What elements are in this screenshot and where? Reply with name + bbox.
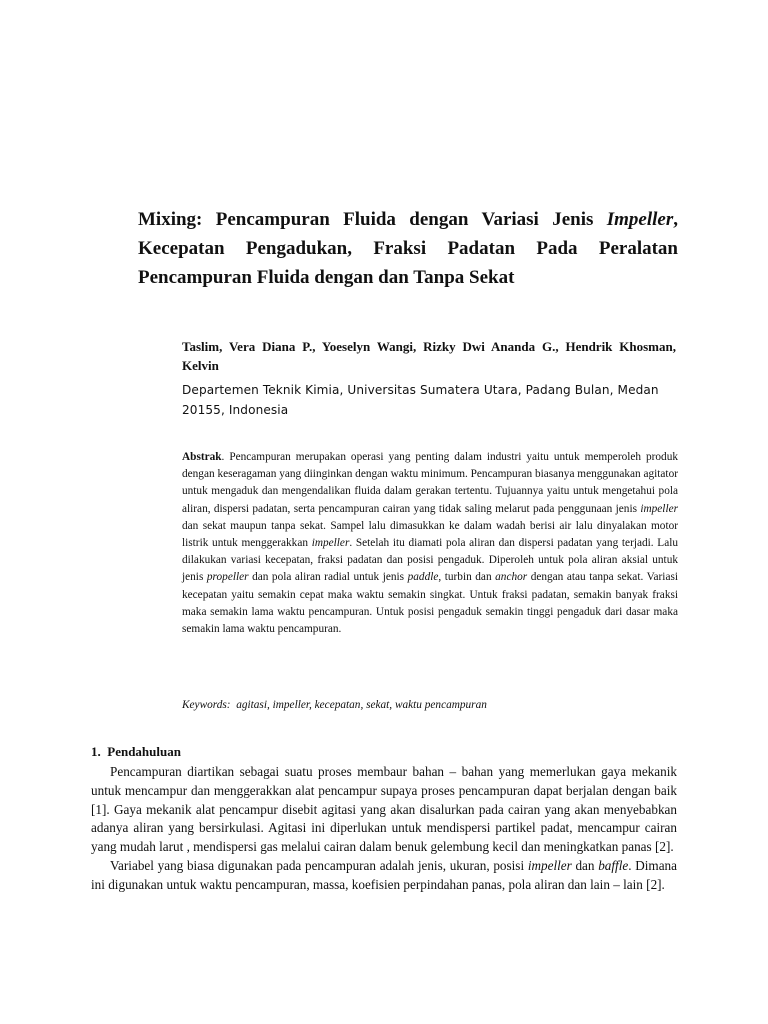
body-italic-term: impeller	[527, 857, 572, 873]
section-body	[91, 763, 677, 895]
keywords-text: agitasi, impeller, kecepatan, sekat, waktu pencampuran	[236, 699, 487, 711]
abstract-italic-term: propeller	[206, 571, 249, 584]
body-text: dan	[571, 857, 599, 873]
body-text: . Dimana ini digunakan untuk waktu pencampuran, massa, koefisien perpindahan panas, pola aliran dan lain – lain [2].	[91, 857, 677, 892]
abstract-text: , turbin dan	[438, 571, 496, 584]
body-italic-term: baffle	[598, 857, 629, 873]
body-text: Variabel yang biasa digunakan pada pencampuran adalah jenis, ukuran, posisi	[110, 857, 528, 873]
abstract-italic-term: paddle	[407, 571, 439, 584]
paper-title	[138, 205, 678, 292]
abstract-italic-term: impeller	[640, 502, 678, 515]
section-number: 1.	[91, 744, 101, 759]
author-list: Taslim, Vera Diana P., Yoeselyn Wangi, Rizky Dwi Ananda G., Hendrik Khosman, Kelvin	[182, 339, 676, 373]
abstract-text: . Pencampuran merupakan operasi yang penting dalam industri yaitu untuk memperoleh produk dengan keseragaman yang diinginkan dengan waktu minimum. Pencampuran biasanya menggunakan agitator untuk mengaduk dan mengendalikan fluida dalam gerakan tertentu. Tujuannya yaitu untuk mengetahui pola aliran, dispersi padatan, serta pencampuran cairan yang tidak saling melarut pada penggunaan jenis	[182, 451, 678, 515]
abstract-italic-term: anchor	[495, 571, 528, 584]
abstract	[182, 449, 678, 638]
abstract-text: dengan atau tanpa sekat. Variasi kecepatan yaitu semakin cepat maka waktu semakin singkat. Untuk fraksi padatan, semakin banyak fraksi maka semakin lama waktu pencampuran. Untuk posisi pengaduk semakin tinggi pengaduk dari dasar maka semakin lama waktu pencampuran.	[182, 571, 678, 636]
author-affiliation: Departemen Teknik Kimia, Universitas Sumatera Utara, Padang Bulan, Medan 20155, Indonesia	[182, 383, 659, 417]
title-part-1: Mixing: Pencampuran Fluida dengan Variasi Jenis	[138, 209, 607, 230]
title-part-2: , Kecepatan Pengadukan, Fraksi Padatan Pada Peralatan Pencampuran Fluida dengan dan Tanpa Sekat	[138, 209, 678, 288]
abstract-label: Abstrak	[182, 451, 222, 463]
body-paragraph-1: Pencampuran diartikan sebagai suatu proses membaur bahan – bahan yang memerlukan gaya mekanik untuk mencampur dan menggerakkan alat pencampur supaya proses pencampuran dapat berjalan dengan baik [1]. Gaya mekanik alat pencampur disebit agitasi yang akan disalurkan pada cairan yang akan menyebabkan adanya aliran yang bersirkulasi. Agitasi ini diperlukan untuk mendispersi partikel padat, mencampur cairan yang mudah larut , mendispersi gas melalui cairan dalam benuk gelembung kecil dan meningkatkan panas [2].	[91, 764, 677, 855]
section-title: Pendahuluan	[107, 744, 181, 759]
keywords-separator: :	[226, 699, 237, 711]
title-italic-impeller: Impeller	[606, 209, 674, 230]
abstract-text: . Setelah itu diamati pola aliran dan dispersi padatan yang terjadi. Lalu dilakukan variasi kecepatan, fraksi padatan dan posisi pengaduk. Diperoleh untuk pola aliran aksial untuk jenis	[182, 537, 678, 584]
keywords	[182, 697, 678, 714]
section-heading	[91, 743, 676, 761]
keywords-label: Keywords	[182, 699, 227, 711]
abstract-text: dan sekat maupun tanpa sekat. Sampel lalu dimasukkan ke dalam wadah berisi air lalu dinyalakan motor listrik untuk menggerakkan	[182, 519, 678, 550]
abstract-text: dan pola aliran radial untuk jenis	[248, 571, 408, 584]
abstract-italic-term: impeller	[311, 537, 350, 550]
body-paragraph-2	[91, 857, 677, 895]
